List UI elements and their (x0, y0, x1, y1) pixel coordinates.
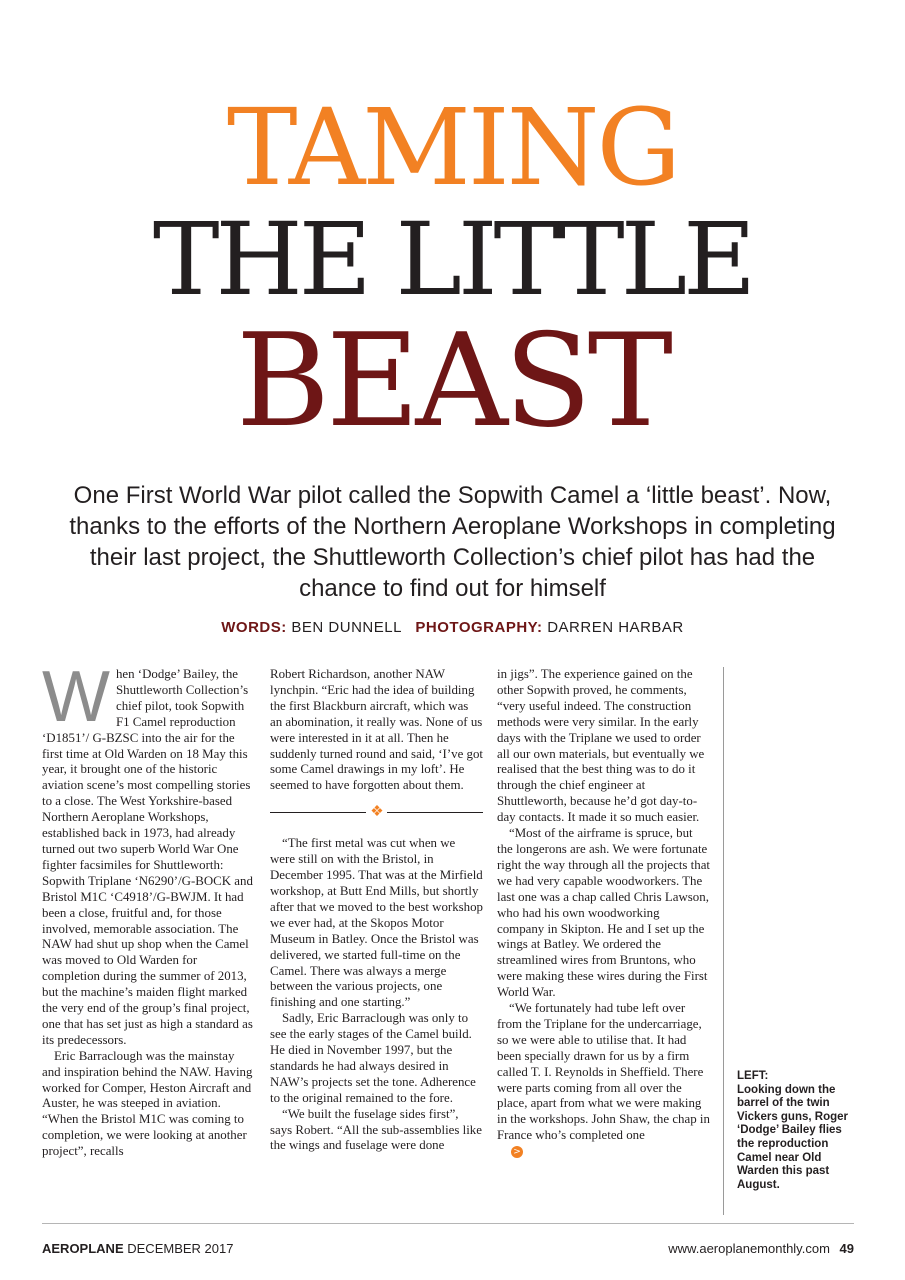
standfirst: One First World War pilot called the Sopwith Camel a ‘little beast’. Now, thanks to the efforts of the Northern Aeroplane Workshops in completing their last project, the Shuttleworth Collection’s chief pilot has had the chance to find out for himself (69, 482, 836, 602)
paragraph: “We fortunately had tube left over from the Triplane for the undercarriage, so we were able to utilise that. It had been specially drawn for us by a firm called T. I. Reynolds in Sheffield. There were parts coming from all over the place, apart from what we were making in the workshops. John Shaw, the chap in France who’s completed one (497, 1001, 710, 1143)
paragraph: Robert Richardson, another NAW lynchpin. “Eric had the idea of building the first Blackburn aircraft, which was an abomination, it really was. None of us were interested in it at all. Then he suddenly turned round and said, ‘I’ve got some Camel drawings in my loft’. He seemed to have forgotten about them. (270, 667, 484, 793)
drop-cap: W (42, 657, 110, 737)
magazine-name: AEROPLANE (42, 1241, 124, 1256)
column-rule (723, 667, 724, 1215)
caption-text: Looking down the barrel of the twin Vickers guns, Roger ‘Dodge’ Bailey flies the reproduction Camel near Old Warden this past August. (737, 1083, 848, 1191)
photography-label: PHOTOGRAPHY: (415, 619, 543, 636)
headline-line-2: THE LITTLE (152, 201, 753, 318)
paragraph: hen ‘Dodge’ Bailey, the Shuttleworth Collection’s chief pilot, took Sopwith F1 Camel reproduction ‘D1851’/ G-BZSC into the air for the first time at Old Warden on 18 May this year, it brought one of the historic aviation scene’s most compelling stories to a close. The West Yorkshire-based Northern Aeroplane Workshops, established back in 1973, had already turned out two superb World War One fighter facsimiles for Shuttleworth: Sopwith Triplane ‘N6290’/G-BOCK and Bristol M1C ‘C4918’/G-BWJM. It had been a close, fruitful and, for those involved, memorable association. The NAW had shut up shop when the Camel was moved to Old Warden for completion during the summer of 2013, but the machine’s maiden flight marked the very end of the group’s final project, one that has set just as high a standard as its predecessors. (42, 667, 253, 1047)
paragraph: “Most of the airframe is spruce, but the longerons are ash. We were fortunate right the way through all the projects that we had very capable woodworkers. The last one was a chap called Chris Lawson, who had his own woodworking company in Skipton. He and I set up the wings at Batley. We ordered the streamlined wires from Bruntons, who were making these wires during the First World War. (497, 826, 710, 1000)
diamond-ornament-icon: ❖ (370, 804, 384, 821)
issue-date: DECEMBER 2017 (127, 1241, 234, 1256)
headline-line-3: BEAST (236, 307, 669, 456)
footer-site (668, 1241, 854, 1256)
headline-line-1: TAMING (226, 86, 679, 209)
paragraph: “The first metal was cut when we were still on with the Bristol, in December 1995. That was at the Mirfield workshop, at Butt End Mills, but shortly after that we moved to the best workshop we ever had, at the Skopos Motor Museum in Batley. Once the Bristol was delivered, we started full-time on the Camel. There was always a merge between the various projects, one finishing and one starting.” (270, 836, 483, 1010)
article-column-3 (497, 667, 710, 1160)
caption-label: LEFT: (737, 1070, 769, 1082)
divider-line-right (387, 812, 483, 813)
continue-arrow-icon: > (511, 1146, 523, 1158)
words-label: WORDS: (221, 619, 287, 636)
article-column-1 (42, 657, 255, 1160)
article-column-2 (270, 667, 483, 1154)
credits (0, 619, 905, 636)
photo-caption (737, 1070, 862, 1192)
words-author: BEN DUNNELL (291, 619, 402, 636)
page-number: 49 (839, 1241, 854, 1256)
photographer: DARREN HARBAR (547, 619, 684, 636)
website-url: www.aeroplanemonthly.com (668, 1241, 830, 1256)
paragraph: in jigs”. The experience gained on the other Sopwith proved, he comments, “very useful indeed. The construction methods were very similar. In the early days with the Triplane we used to order all our own materials, but eventually we realised that the best thing was to do it through the chief engineer at Shuttleworth, because he’d got day-to-day contacts. It made it so much easier. (497, 667, 705, 825)
paragraph: “We built the fuselage sides first”, says Robert. “All the sub-assemblies like the wings and fuselage were done (270, 1106, 482, 1153)
footer-folio (42, 1241, 233, 1256)
divider-line-left (270, 812, 366, 813)
paragraph: Eric Barraclough was the mainstay and inspiration behind the NAW. Having worked for Comper, Heston Aircraft and Auster, he was steeped in aviation. “When the Bristol M1C was coming to completion, we were looking at another project”, recalls (42, 1048, 253, 1159)
section-divider (270, 804, 483, 822)
footer-rule (42, 1223, 854, 1224)
paragraph: Sadly, Eric Barraclough was only to see the early stages of the Camel build. He died in November 1997, but the standards he had always desired in NAW’s projects set the tone. Adherence to the original remained to the fore. (270, 1011, 476, 1105)
